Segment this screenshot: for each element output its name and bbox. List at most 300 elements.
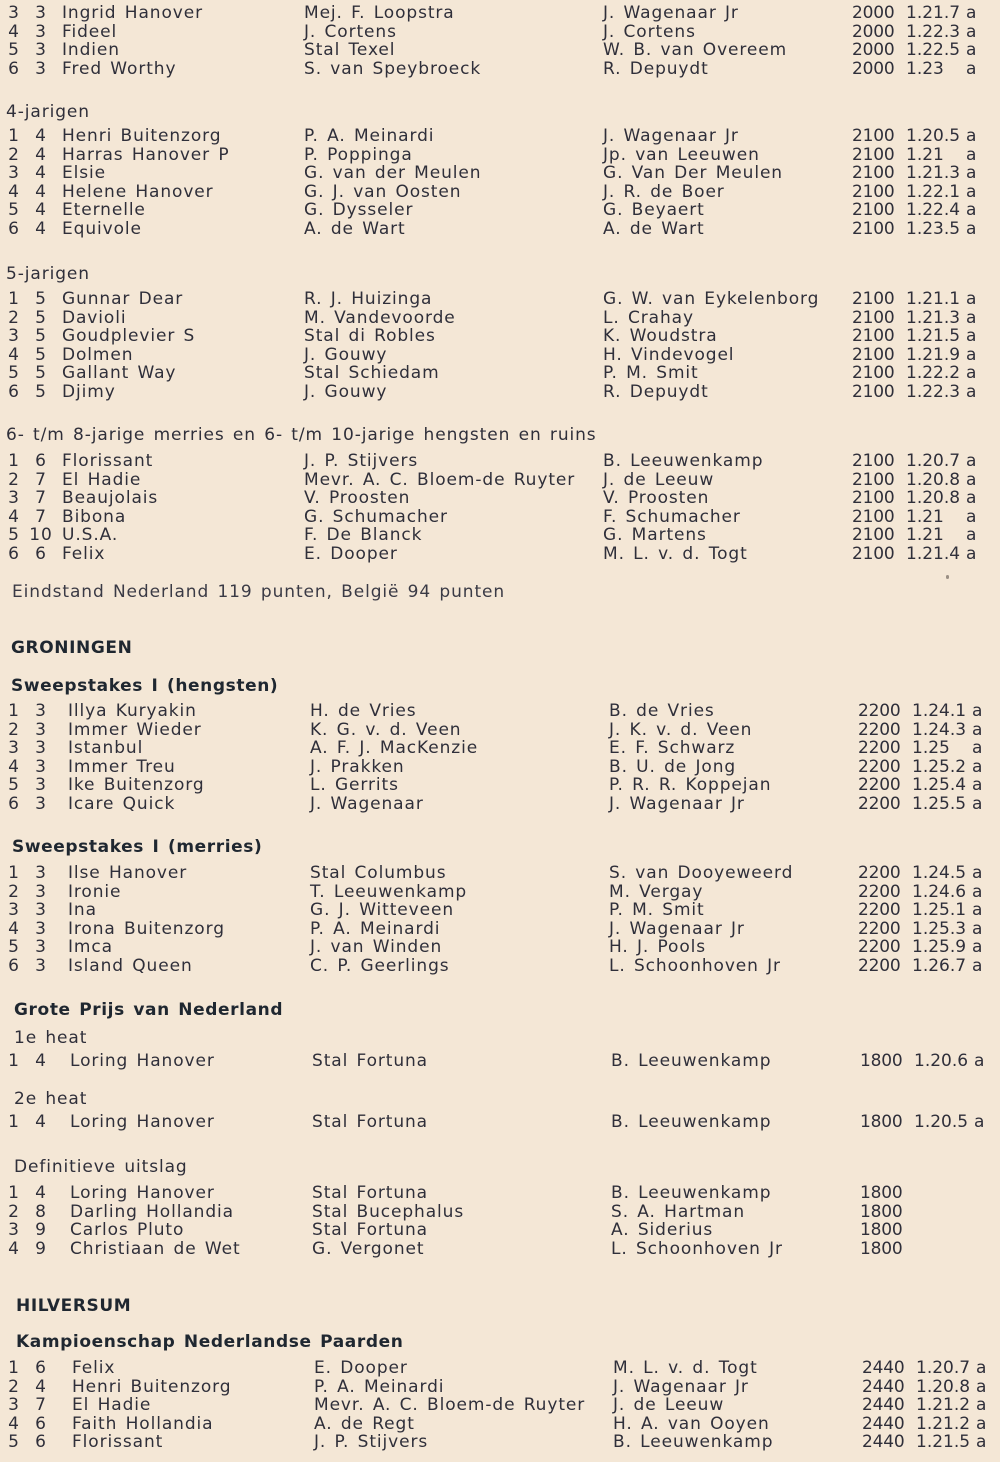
cell-owner: J. P. Stijvers — [314, 1432, 429, 1452]
cell-driver: P. R. R. Koppejan — [609, 775, 772, 795]
cell-driver: J. Wagenaar Jr — [609, 793, 745, 814]
cell-age: 4 — [35, 126, 47, 146]
table-row — [0, 1415, 1000, 1434]
cell-place: 5 — [8, 525, 20, 545]
cell-distance: 2200 — [858, 863, 901, 883]
cell-distance: 2200 — [858, 955, 901, 976]
cell-distance: 2100 — [852, 307, 895, 328]
cell-distance: 2100 — [852, 344, 895, 365]
cell-age: 4 — [35, 200, 47, 220]
cell-mark: a — [966, 289, 978, 309]
cell-owner: Stal Fortuna — [312, 1051, 428, 1071]
cell-driver: M. L. v. d. Togt — [613, 1358, 758, 1378]
table-row — [0, 220, 1000, 239]
cell-place: 6 — [8, 58, 20, 79]
cell-age: 3 — [35, 881, 47, 902]
cell-mark: a — [972, 881, 984, 902]
cell-time: 1.24.5 — [912, 863, 967, 883]
cell-driver: G. Van Der Meulen — [603, 163, 783, 183]
table-row — [0, 1378, 1000, 1397]
cell-place: 4 — [8, 756, 20, 777]
cell-driver: H. Vindevogel — [603, 344, 735, 365]
cell-place: 2 — [8, 1376, 20, 1397]
table-row — [0, 290, 1000, 309]
cell-place: 6 — [8, 955, 20, 976]
cell-time: 1.21.2 — [916, 1395, 971, 1415]
table-row — [0, 41, 1000, 60]
cell-owner: G. J. van Oosten — [304, 181, 462, 202]
cell-owner: L. Gerrits — [310, 775, 399, 795]
cell-distance: 1800 — [860, 1201, 903, 1222]
cell-horse: Ironie — [68, 881, 122, 902]
groningen-title: GRONINGEN — [11, 638, 133, 658]
cell-place: 1 — [8, 1183, 20, 1203]
table-row — [0, 346, 1000, 365]
cell-age: 6 — [35, 1358, 47, 1378]
cell-place: 2 — [8, 719, 20, 740]
cell-driver: B. Leeuwenkamp — [603, 451, 764, 471]
cell-owner: G. J. Witteveen — [310, 900, 455, 920]
table-row — [0, 327, 1000, 346]
cell-driver: J. Wagenaar Jr — [613, 1376, 749, 1397]
cell-time: 1.22.3 — [906, 381, 961, 402]
cell-mark: a — [972, 793, 984, 814]
table-row — [0, 739, 1000, 758]
table-row — [0, 1203, 1000, 1222]
cell-horse: Loring Hanover — [70, 1183, 215, 1203]
cell-horse: Henri Buitenzorg — [62, 126, 222, 146]
cell-horse: Istanbul — [68, 738, 144, 758]
cell-horse: Irona Buitenzorg — [68, 918, 225, 939]
cell-owner: J. Prakken — [310, 756, 405, 777]
cell-owner: G. Vergonet — [312, 1238, 425, 1259]
cell-driver: J. Wagenaar Jr — [603, 3, 739, 23]
cell-mark: a — [966, 3, 978, 23]
cell-driver: A. de Wart — [603, 218, 705, 239]
cell-owner: Mej. F. Loopstra — [304, 3, 455, 23]
cell-age: 6 — [35, 1413, 47, 1434]
table-row — [0, 1221, 1000, 1240]
cell-driver: M. Vergay — [609, 881, 704, 902]
cell-mark: a — [976, 1395, 988, 1415]
cell-driver: B. Leeuwenkamp — [611, 1051, 772, 1071]
cell-mark: a — [974, 1112, 986, 1132]
hilversum-title: HILVERSUM — [16, 1296, 132, 1316]
cell-time: 1.23 — [906, 58, 944, 79]
cell-age: 10 — [29, 525, 53, 545]
cell-driver: B. Leeuwenkamp — [611, 1183, 772, 1203]
table-row — [0, 201, 1000, 220]
cell-horse: Fideel — [62, 21, 118, 42]
cell-time: 1.21.9 — [906, 344, 961, 365]
cell-place: 3 — [8, 1220, 20, 1240]
table-row — [0, 901, 1000, 920]
cell-driver: G. Beyaert — [603, 200, 705, 220]
cell-owner: A. F. J. MacKenzie — [310, 738, 479, 758]
table-row — [0, 721, 1000, 740]
table-row — [0, 795, 1000, 814]
cell-mark: a — [966, 200, 978, 220]
table-row — [0, 489, 1000, 508]
heat2-title: 2e heat — [14, 1089, 88, 1109]
cell-age: 3 — [35, 937, 47, 957]
table-row — [0, 702, 1000, 721]
cell-time: 1.20.5 — [906, 126, 961, 146]
cell-time: 1.25.5 — [912, 793, 967, 814]
cell-place: 4 — [8, 506, 20, 527]
cell-distance: 2200 — [858, 775, 901, 795]
cell-distance: 2200 — [858, 937, 901, 957]
cell-mark: a — [966, 488, 978, 508]
cell-distance: 2200 — [858, 738, 901, 758]
cell-distance: 1800 — [860, 1220, 903, 1240]
cell-age: 3 — [35, 955, 47, 976]
table-row — [0, 4, 1000, 23]
cell-time: 1.25.9 — [912, 937, 967, 957]
cell-owner: F. De Blanck — [304, 525, 423, 545]
cell-horse: Felix — [72, 1358, 116, 1378]
cell-owner: G. Dysseler — [304, 200, 414, 220]
table-row — [0, 1113, 1000, 1132]
cell-owner: J. P. Stijvers — [304, 451, 419, 471]
cell-time: 1.25.4 — [912, 775, 967, 795]
cell-driver: R. Depuydt — [603, 381, 709, 402]
cell-driver: H. A. van Ooyen — [613, 1413, 770, 1434]
cell-mark: a — [966, 144, 978, 165]
cell-time: 1.20.5 — [914, 1112, 969, 1132]
cell-time: 1.22.1 — [906, 181, 961, 202]
cell-owner: Mevr. A. C. Bloem-de Ruyter — [304, 469, 576, 490]
cell-time: 1.21 — [906, 144, 944, 165]
cell-distance: 1800 — [860, 1112, 903, 1132]
cell-time: 1.22.3 — [906, 21, 961, 42]
cell-age: 5 — [35, 307, 47, 328]
table-row — [0, 309, 1000, 328]
cell-driver: J. Wagenaar Jr — [603, 126, 739, 146]
cell-time: 1.23.5 — [906, 218, 961, 239]
cell-age: 4 — [35, 218, 47, 239]
cell-horse: Indien — [62, 40, 120, 60]
cell-driver: L. Crahay — [603, 307, 694, 328]
cell-time: 1.21 — [906, 525, 944, 545]
cell-owner: P. A. Meinardi — [314, 1376, 445, 1397]
cell-owner: K. G. v. d. Veen — [310, 719, 462, 740]
definitive-title: Definitieve uitslag — [14, 1157, 188, 1177]
cell-owner: R. J. Huizinga — [304, 289, 433, 309]
table-row — [0, 1240, 1000, 1259]
cell-age: 4 — [35, 144, 47, 165]
cell-horse: Illya Kuryakin — [68, 701, 197, 721]
cell-distance: 2100 — [852, 525, 895, 545]
cell-owner: T. Leeuwenkamp — [310, 881, 468, 902]
cell-distance: 2440 — [862, 1413, 905, 1434]
cell-age: 3 — [35, 701, 47, 721]
cell-horse: Florissant — [62, 451, 154, 471]
cell-time: 1.20.7 — [916, 1358, 971, 1378]
table-row — [0, 60, 1000, 79]
cell-distance: 2000 — [852, 58, 895, 79]
cell-driver: B. Leeuwenkamp — [611, 1112, 772, 1132]
cell-mark: a — [966, 307, 978, 328]
cell-distance: 2100 — [852, 488, 895, 508]
cell-driver: E. F. Schwarz — [609, 738, 736, 758]
cell-horse: Ike Buitenzorg — [68, 775, 205, 795]
cell-horse: Fred Worthy — [62, 58, 177, 79]
cell-horse: Goudplevier S — [62, 326, 196, 346]
cell-owner: Stal di Robles — [304, 326, 436, 346]
cell-place: 4 — [8, 1413, 20, 1434]
cell-owner: Stal Columbus — [310, 863, 447, 883]
cell-time: 1.24.3 — [912, 719, 967, 740]
cell-age: 4 — [35, 1376, 47, 1397]
cell-driver: A. Siderius — [611, 1220, 714, 1240]
cell-horse: Imca — [68, 937, 113, 957]
cell-age: 3 — [35, 21, 47, 42]
cell-time: 1.20.8 — [906, 488, 961, 508]
cell-time: 1.21.3 — [906, 163, 961, 183]
table-row — [0, 164, 1000, 183]
cell-driver: L. Schoonhoven Jr — [609, 955, 781, 976]
cell-owner: H. de Vries — [310, 701, 417, 721]
cell-distance: 2100 — [852, 451, 895, 471]
cell-age: 4 — [35, 1112, 47, 1132]
cell-age: 5 — [35, 381, 47, 402]
cell-place: 4 — [8, 1238, 20, 1259]
cell-age: 4 — [35, 163, 47, 183]
cell-place: 1 — [8, 451, 20, 471]
cell-distance: 2100 — [852, 181, 895, 202]
cell-age: 9 — [35, 1238, 47, 1259]
cell-place: 1 — [8, 289, 20, 309]
cell-owner: Stal Schiedam — [304, 363, 440, 383]
cell-horse: Djimy — [62, 381, 116, 402]
cell-owner: G. van der Meulen — [304, 163, 482, 183]
cell-horse: Beaujolais — [62, 488, 159, 508]
cell-age: 3 — [35, 793, 47, 814]
sweep-hengsten-title: Sweepstakes I (hengsten) — [11, 676, 279, 696]
table-row — [0, 957, 1000, 976]
cell-horse: Elsie — [62, 163, 107, 183]
cell-time: 1.20.8 — [906, 469, 961, 490]
cell-driver: L. Schoonhoven Jr — [611, 1238, 783, 1259]
table-row — [0, 938, 1000, 957]
cell-distance: 2440 — [862, 1376, 905, 1397]
table-row — [0, 526, 1000, 545]
cell-horse: Equivole — [62, 218, 142, 239]
cell-driver: B. Leeuwenkamp — [613, 1432, 774, 1452]
cell-age: 6 — [35, 543, 47, 564]
cell-time: 1.25.1 — [912, 900, 967, 920]
cell-mark: a — [966, 451, 978, 471]
cell-time: 1.20.8 — [916, 1376, 971, 1397]
table-row — [0, 1184, 1000, 1203]
cell-age: 4 — [35, 181, 47, 202]
cell-mark: a — [966, 126, 978, 146]
cell-place: 3 — [8, 1395, 20, 1415]
cell-age: 3 — [35, 756, 47, 777]
cell-age: 7 — [35, 469, 47, 490]
cell-owner: J. Cortens — [304, 21, 397, 42]
cell-mark: a — [966, 543, 978, 564]
cell-horse: Darling Hollandia — [70, 1201, 234, 1222]
cell-driver: S. van Dooyeweerd — [609, 863, 794, 883]
cell-horse: Immer Treu — [68, 756, 176, 777]
cell-place: 3 — [8, 3, 20, 23]
cell-owner: J. Wagenaar — [310, 793, 424, 814]
cell-distance: 2000 — [852, 3, 895, 23]
cell-place: 5 — [8, 937, 20, 957]
cell-place: 2 — [8, 1201, 20, 1222]
cell-age: 3 — [35, 3, 47, 23]
grote-prijs-title: Grote Prijs van Nederland — [14, 1000, 284, 1020]
cell-time: 1.21.7 — [906, 3, 961, 23]
cell-mark: a — [974, 1051, 986, 1071]
cell-place: 1 — [8, 126, 20, 146]
cell-horse: Christiaan de Wet — [70, 1238, 241, 1259]
kampioenschap-title: Kampioenschap Nederlandse Paarden — [16, 1332, 404, 1352]
cell-horse: Harras Hanover P — [62, 144, 230, 165]
cell-horse: Faith Hollandia — [72, 1413, 214, 1434]
cell-owner: V. Proosten — [304, 488, 411, 508]
cell-distance: 2200 — [858, 900, 901, 920]
cell-distance: 2100 — [852, 163, 895, 183]
cell-time: 1.22.2 — [906, 363, 961, 383]
cell-time: 1.21.4 — [906, 543, 961, 564]
table-row — [0, 1433, 1000, 1452]
cell-owner: S. van Speybroeck — [304, 58, 482, 79]
cell-driver: S. A. Hartman — [611, 1201, 746, 1222]
cell-owner: J. van Winden — [310, 937, 443, 957]
cell-distance: 2200 — [858, 701, 901, 721]
table-row — [0, 127, 1000, 146]
table-row — [0, 183, 1000, 202]
cell-place: 5 — [8, 775, 20, 795]
cell-horse: Carlos Pluto — [70, 1220, 185, 1240]
cell-owner: Stal Bucephalus — [312, 1201, 465, 1222]
cell-distance: 2000 — [852, 21, 895, 42]
cell-driver: H. J. Pools — [609, 937, 707, 957]
cell-horse: Gallant Way — [62, 363, 177, 383]
cell-age: 5 — [35, 363, 47, 383]
cell-horse: Loring Hanover — [70, 1112, 215, 1132]
cell-owner: E. Dooper — [314, 1358, 408, 1378]
cell-horse: Henri Buitenzorg — [72, 1376, 232, 1397]
cell-horse: Gunnar Dear — [62, 289, 184, 309]
cell-distance: 2100 — [852, 289, 895, 309]
cell-horse: Eternelle — [62, 200, 146, 220]
cell-age: 3 — [35, 58, 47, 79]
cell-age: 3 — [35, 40, 47, 60]
cell-driver: G. W. van Eykelenborg — [603, 289, 820, 309]
cell-place: 1 — [8, 1112, 20, 1132]
cell-driver: J. K. v. d. Veen — [609, 719, 753, 740]
cell-mark: a — [966, 363, 978, 383]
cell-owner: Mevr. A. C. Bloem-de Ruyter — [314, 1395, 586, 1415]
cell-horse: Felix — [62, 543, 106, 564]
cell-horse: El Hadie — [62, 469, 142, 490]
cell-owner: M. Vandevoorde — [304, 307, 456, 328]
cell-place: 2 — [8, 469, 20, 490]
cell-driver: K. Woudstra — [603, 326, 718, 346]
cell-horse: Icare Quick — [68, 793, 176, 814]
cell-mark: a — [966, 58, 978, 79]
cell-horse: U.S.A. — [62, 525, 119, 545]
cell-horse: El Hadie — [72, 1395, 152, 1415]
cell-time: 1.26.7 — [912, 955, 967, 976]
table-row — [0, 23, 1000, 42]
cell-mark: a — [966, 469, 978, 490]
cell-owner: G. Schumacher — [304, 506, 448, 527]
cell-owner: Stal Fortuna — [312, 1220, 428, 1240]
cell-mark: a — [966, 525, 978, 545]
cell-mark: a — [966, 381, 978, 402]
cell-time: 1.21.5 — [906, 326, 961, 346]
cell-age: 7 — [35, 488, 47, 508]
table-row — [0, 146, 1000, 165]
cell-distance: 2100 — [852, 126, 895, 146]
cell-mark: a — [972, 775, 984, 795]
cell-mark: a — [972, 863, 984, 883]
cell-horse: Davioli — [62, 307, 127, 328]
cell-age: 5 — [35, 289, 47, 309]
cell-place: 6 — [8, 381, 20, 402]
cell-place: 6 — [8, 543, 20, 564]
table-row — [0, 758, 1000, 777]
cell-time: 1.21.5 — [916, 1432, 971, 1452]
cell-horse: Florissant — [72, 1432, 164, 1452]
cell-driver: P. M. Smit — [609, 900, 705, 920]
cell-place: 4 — [8, 918, 20, 939]
cell-driver: R. Depuydt — [603, 58, 709, 79]
cell-time: 1.21.1 — [906, 289, 961, 309]
cell-horse: Immer Wieder — [68, 719, 202, 740]
cell-place: 5 — [8, 40, 20, 60]
cell-driver: J. de Leeuw — [603, 469, 715, 490]
cell-age: 9 — [35, 1220, 47, 1240]
cell-place: 3 — [8, 738, 20, 758]
cell-mark: a — [966, 506, 978, 527]
cell-driver: Jp. van Leeuwen — [603, 144, 760, 165]
cell-mark: a — [972, 918, 984, 939]
cell-driver: V. Proosten — [603, 488, 710, 508]
cell-distance: 2000 — [852, 40, 895, 60]
cell-age: 5 — [35, 326, 47, 346]
cell-time: 1.25.2 — [912, 756, 967, 777]
cell-time: 1.21.2 — [916, 1413, 971, 1434]
table-row — [0, 452, 1000, 471]
section-heading: 4-jarigen — [6, 102, 90, 122]
cell-mark: a — [966, 21, 978, 42]
cell-distance: 2200 — [858, 793, 901, 814]
table-row — [0, 1396, 1000, 1415]
cell-age: 7 — [35, 506, 47, 527]
cell-place: 3 — [8, 488, 20, 508]
cell-distance: 2100 — [852, 363, 895, 383]
cell-horse: Ina — [68, 900, 97, 920]
cell-owner: A. de Regt — [314, 1413, 415, 1434]
cell-place: 3 — [8, 900, 20, 920]
cell-place: 1 — [8, 701, 20, 721]
cell-owner: Stal Fortuna — [312, 1112, 428, 1132]
cell-place: 5 — [8, 363, 20, 383]
cell-mark: a — [966, 163, 978, 183]
cell-distance: 2100 — [852, 200, 895, 220]
cell-place: 5 — [8, 200, 20, 220]
cell-owner: P. A. Meinardi — [310, 918, 441, 939]
cell-owner: J. Gouwy — [304, 344, 388, 365]
table-row — [0, 883, 1000, 902]
cell-horse: Ilse Hanover — [68, 863, 188, 883]
